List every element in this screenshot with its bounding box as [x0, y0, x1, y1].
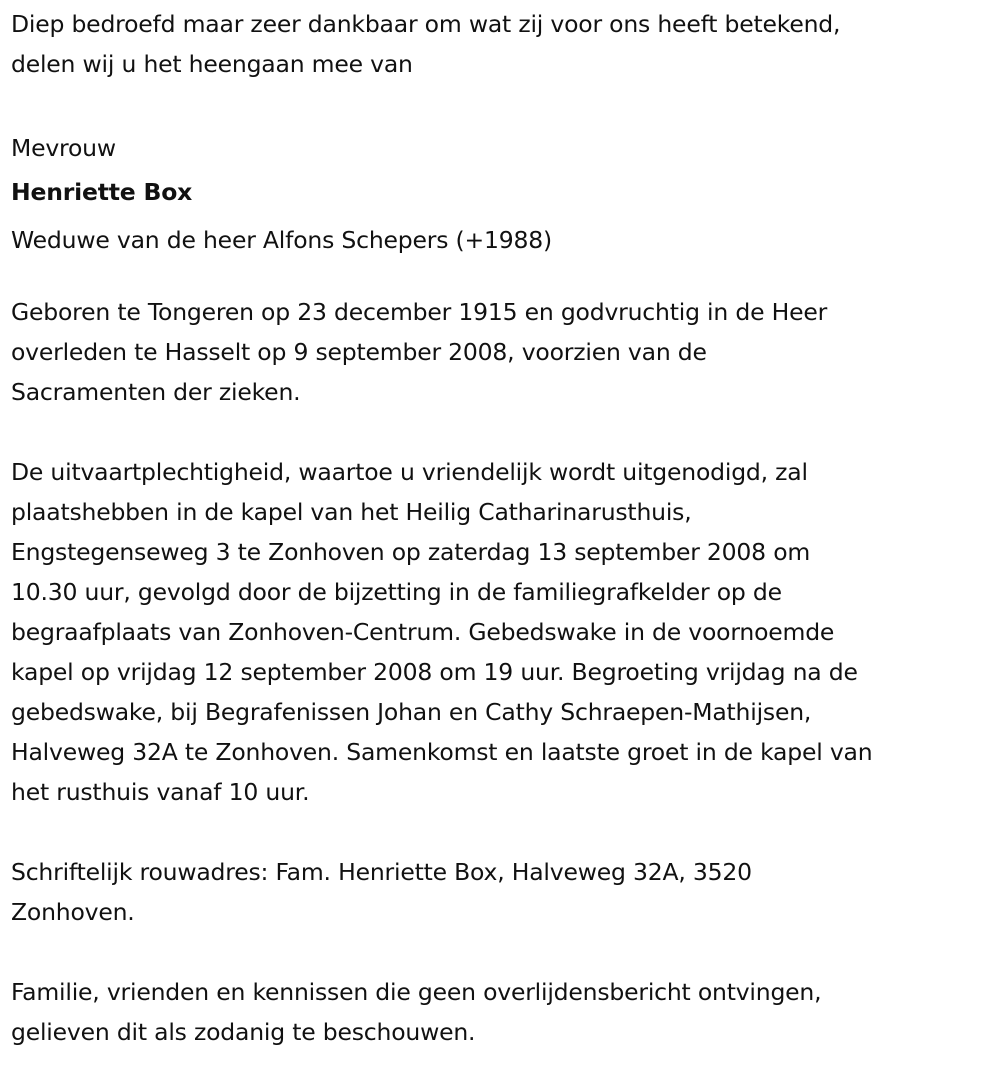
funeral-paragraph: De uitvaartplechtigheid, waartoe u vriendelijk wordt uitgenodigd, zal plaatshebben in de kapel van het Heilig Catharinarusthuis, Engstegenseweg 3 te Zonhoven op zaterdag 13 september 2008 om 10.30 uur, gevolgd door de bijzetting in de familiegrafkelder op de begraafplaats van Zonhoven-Centrum. Gebedswake in de voornoemde kapel op vrijdag 12 september 2008 om 19 uur. Begroeting vrijdag na de gebedswake, bij Begrafenissen Johan en Cathy Schraepen-Mathijsen, Halveweg 32A te Zonhoven. Samenkomst en laatste groet in de kapel van het rusthuis vanaf 10 uur.: [11, 458, 873, 806]
intro-paragraph: Diep bedroefd maar zeer dankbaar om wat zij voor ons heeft betekend, delen wij u het heengaan mee van: [11, 10, 841, 78]
closing-paragraph: Familie, vrienden en kennissen die geen overlijdensbericht ontvingen, gelieven dit als zodanig te beschouwen.: [11, 978, 822, 1046]
spacer: [11, 932, 996, 972]
spacer: [11, 812, 996, 852]
spacer: [11, 264, 996, 292]
spacer: [11, 84, 996, 124]
address-paragraph: Schriftelijk rouwadres: Fam. Henriette Box, Halveweg 32A, 3520 Zonhoven.: [11, 858, 752, 926]
spouse-line: Weduwe van de heer Alfons Schepers (+1988): [11, 226, 552, 254]
spacer: [11, 412, 996, 452]
deceased-name: Henriette Box: [11, 178, 193, 206]
title-line: Mevrouw: [11, 134, 116, 162]
birth-death-paragraph: Geboren te Tongeren op 23 december 1915 en godvruchtig in de Heer overleden te Hasselt op 9 september 2008, voorzien van de Sacramenten der zieken.: [11, 298, 828, 406]
obituary-notice: [11, 4, 996, 1052]
